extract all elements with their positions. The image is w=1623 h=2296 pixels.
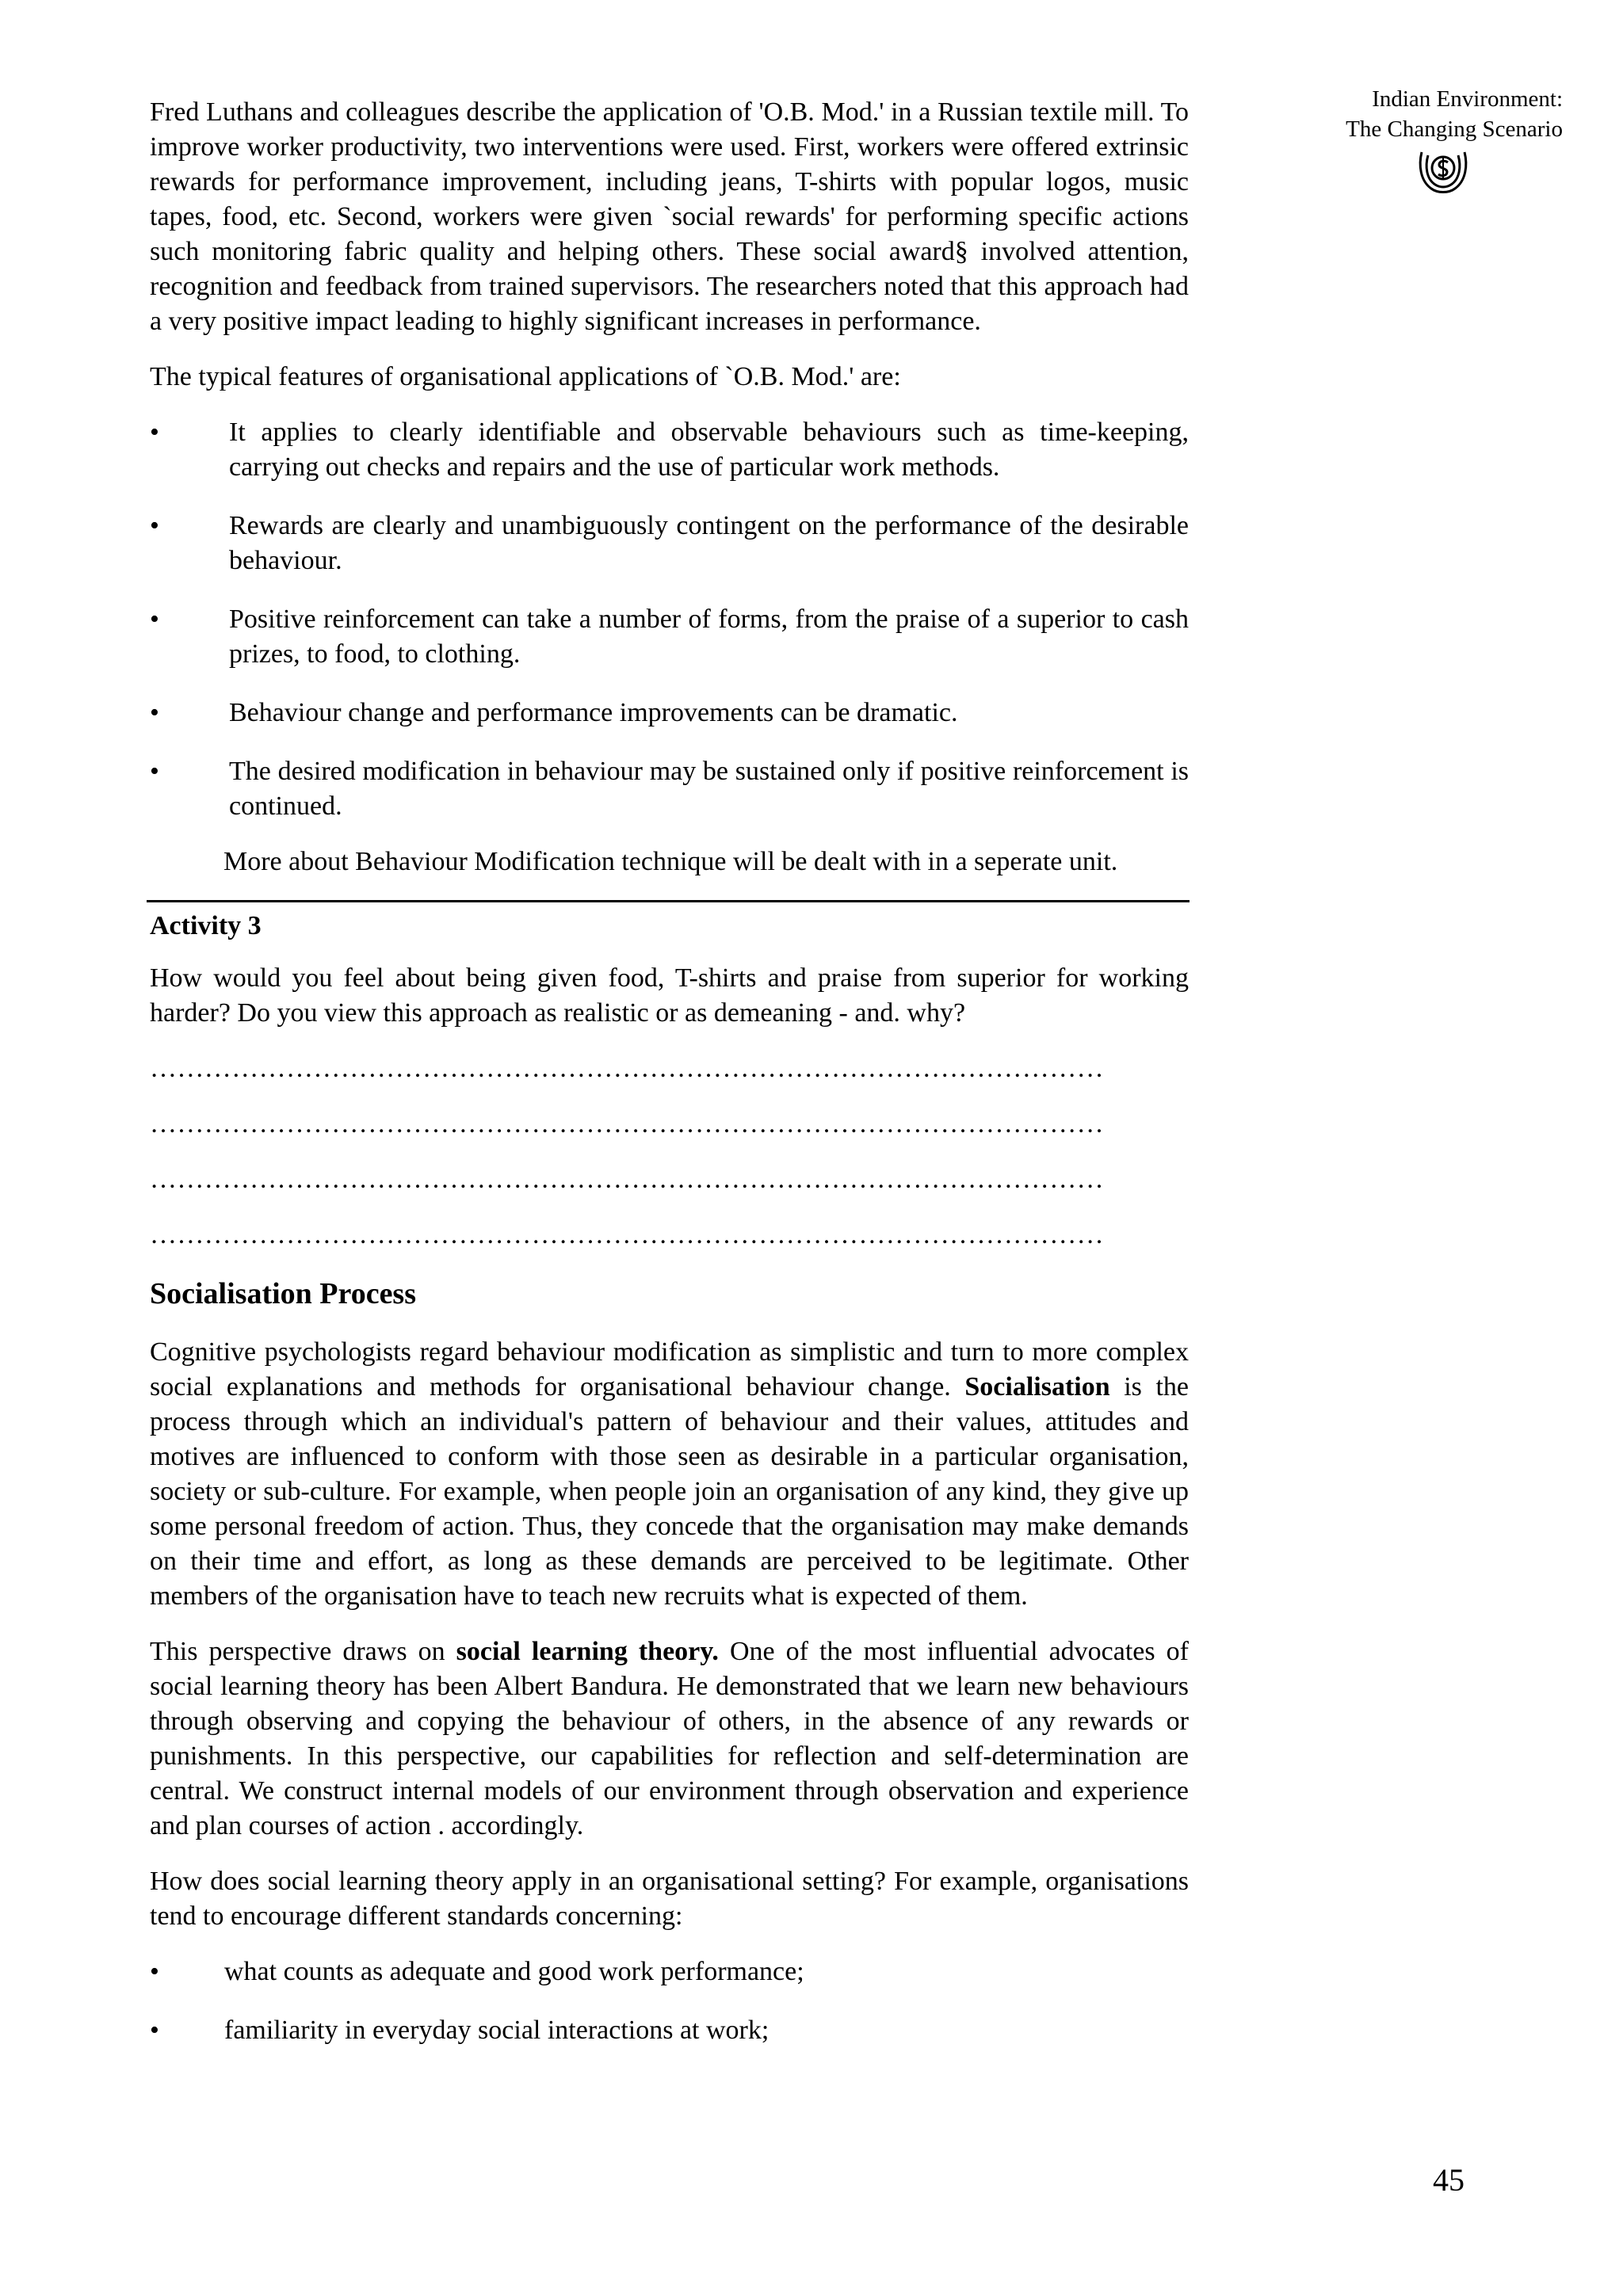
bullet-icon: •: [150, 757, 159, 786]
answer-line: ……………………………………………………………………………………………: [150, 1220, 1104, 1249]
paragraph-socialisation: Cognitive psychologists regard behaviour modification as simplistic and turn to more complex social explanations and methods for organisational behaviour change. Socialisation is the process through which an individual's pattern of behaviour and their values, attitudes and motives are influenced to conform with those seen as desirable in a particular organisation, society or sub-culture. For example, when people join an organisation of any kind, they give up some personal freedom of action. Thus, they concede that the organisation may make demands on their time and effort, as long as these demands are perceived to be legitimate. Other members of the organisation have to teach new recruits what is expected of them.: [150, 1337, 1189, 1611]
bullet-icon: •: [150, 698, 159, 727]
answer-line: ……………………………………………………………………………………………: [150, 1109, 1104, 1138]
list-item: • what counts as adequate and good work performance;: [150, 1955, 1189, 1989]
bullet-icon: •: [150, 2016, 159, 2045]
answer-area: [150, 1051, 1189, 1253]
list-item: • familiarity in everyday social interactions at work;: [150, 2013, 1189, 2048]
page-number: 45: [1433, 2162, 1465, 2198]
bullet-icon: •: [150, 605, 159, 634]
activity-question: How would you feel about being given food, T-shirts and praise from superior for working harder? Do you view this approach as realistic or as demeaning - and. why?: [150, 963, 1189, 1028]
standards-list: [150, 1955, 1189, 2048]
features-list: [150, 415, 1189, 824]
header-line-2: The Changing Scenario: [1346, 116, 1563, 142]
paragraph-features-intro: The typical features of organisational applications of `O.B. Mod.' are:: [150, 362, 901, 391]
bullet-icon: •: [150, 511, 159, 540]
bullet-icon: •: [150, 1957, 159, 1986]
section-heading: Socialisation Process: [150, 1277, 417, 1310]
paragraph-organisational-setting: How does social learning theory apply in an organisational setting? For example, organisations tend to encourage different standards concerning:: [150, 1867, 1189, 1931]
activity-title: Activity 3: [150, 911, 262, 940]
paragraph-ob-mod-example: Fred Luthans and colleagues describe the application of 'O.B. Mod.' in a Russian textile mill. To improve worker productivity, two interventions were used. First, workers were offered extrinsic rewards for performance improvement, including jeans, T-shirts with popular logos, music tapes, food, etc. Second, workers were given `social rewards' for performing specific actions such monitoring fabric quality and helping others. These social award§ involved attention, recognition and feedback from trained supervisors. The researchers noted that this approach had a very positive impact leading to highly significant increases in performance.: [150, 97, 1189, 336]
list-item: • Rewards are clearly and unambiguously contingent on the performance of the desirable behaviour.: [150, 509, 1189, 578]
ignou-logo-icon: [1415, 141, 1471, 196]
behaviour-modification-note: More about Behaviour Modification technique will be dealt with in a seperate unit.: [223, 847, 1118, 876]
list-item: • Positive reinforcement can take a number of forms, from the praise of a superior to cash prizes, to food, to clothing.: [150, 602, 1189, 672]
header-line-1: Indian Environment:: [1372, 86, 1563, 112]
bullet-icon: •: [150, 418, 159, 447]
main-text: [150, 95, 1189, 2072]
paragraph-social-learning: This perspective draws on social learning theory. One of the most influential advocates of social learning theory has been Albert Bandura. He demonstrated that we learn new behaviours through observing and copying the behaviour of others, in the absence of any rewards or punishments. In this perspective, our capabilities for reflection and self-determination are central. We construct internal models of our environment through observation and experience and plan courses of action . accordingly.: [150, 1637, 1189, 1840]
activity-divider: [147, 900, 1190, 902]
answer-line: ……………………………………………………………………………………………: [150, 1165, 1104, 1194]
answer-line: ……………………………………………………………………………………………: [150, 1054, 1104, 1083]
running-header: [1230, 84, 1563, 144]
list-item: • The desired modification in behaviour may be sustained only if positive reinforcement is continued.: [150, 754, 1189, 824]
list-item: • It applies to clearly identifiable and observable behaviours such as time-keeping, carrying out checks and repairs and the use of particular work methods.: [150, 415, 1189, 485]
list-item: • Behaviour change and performance improvements can be dramatic.: [150, 696, 1189, 730]
